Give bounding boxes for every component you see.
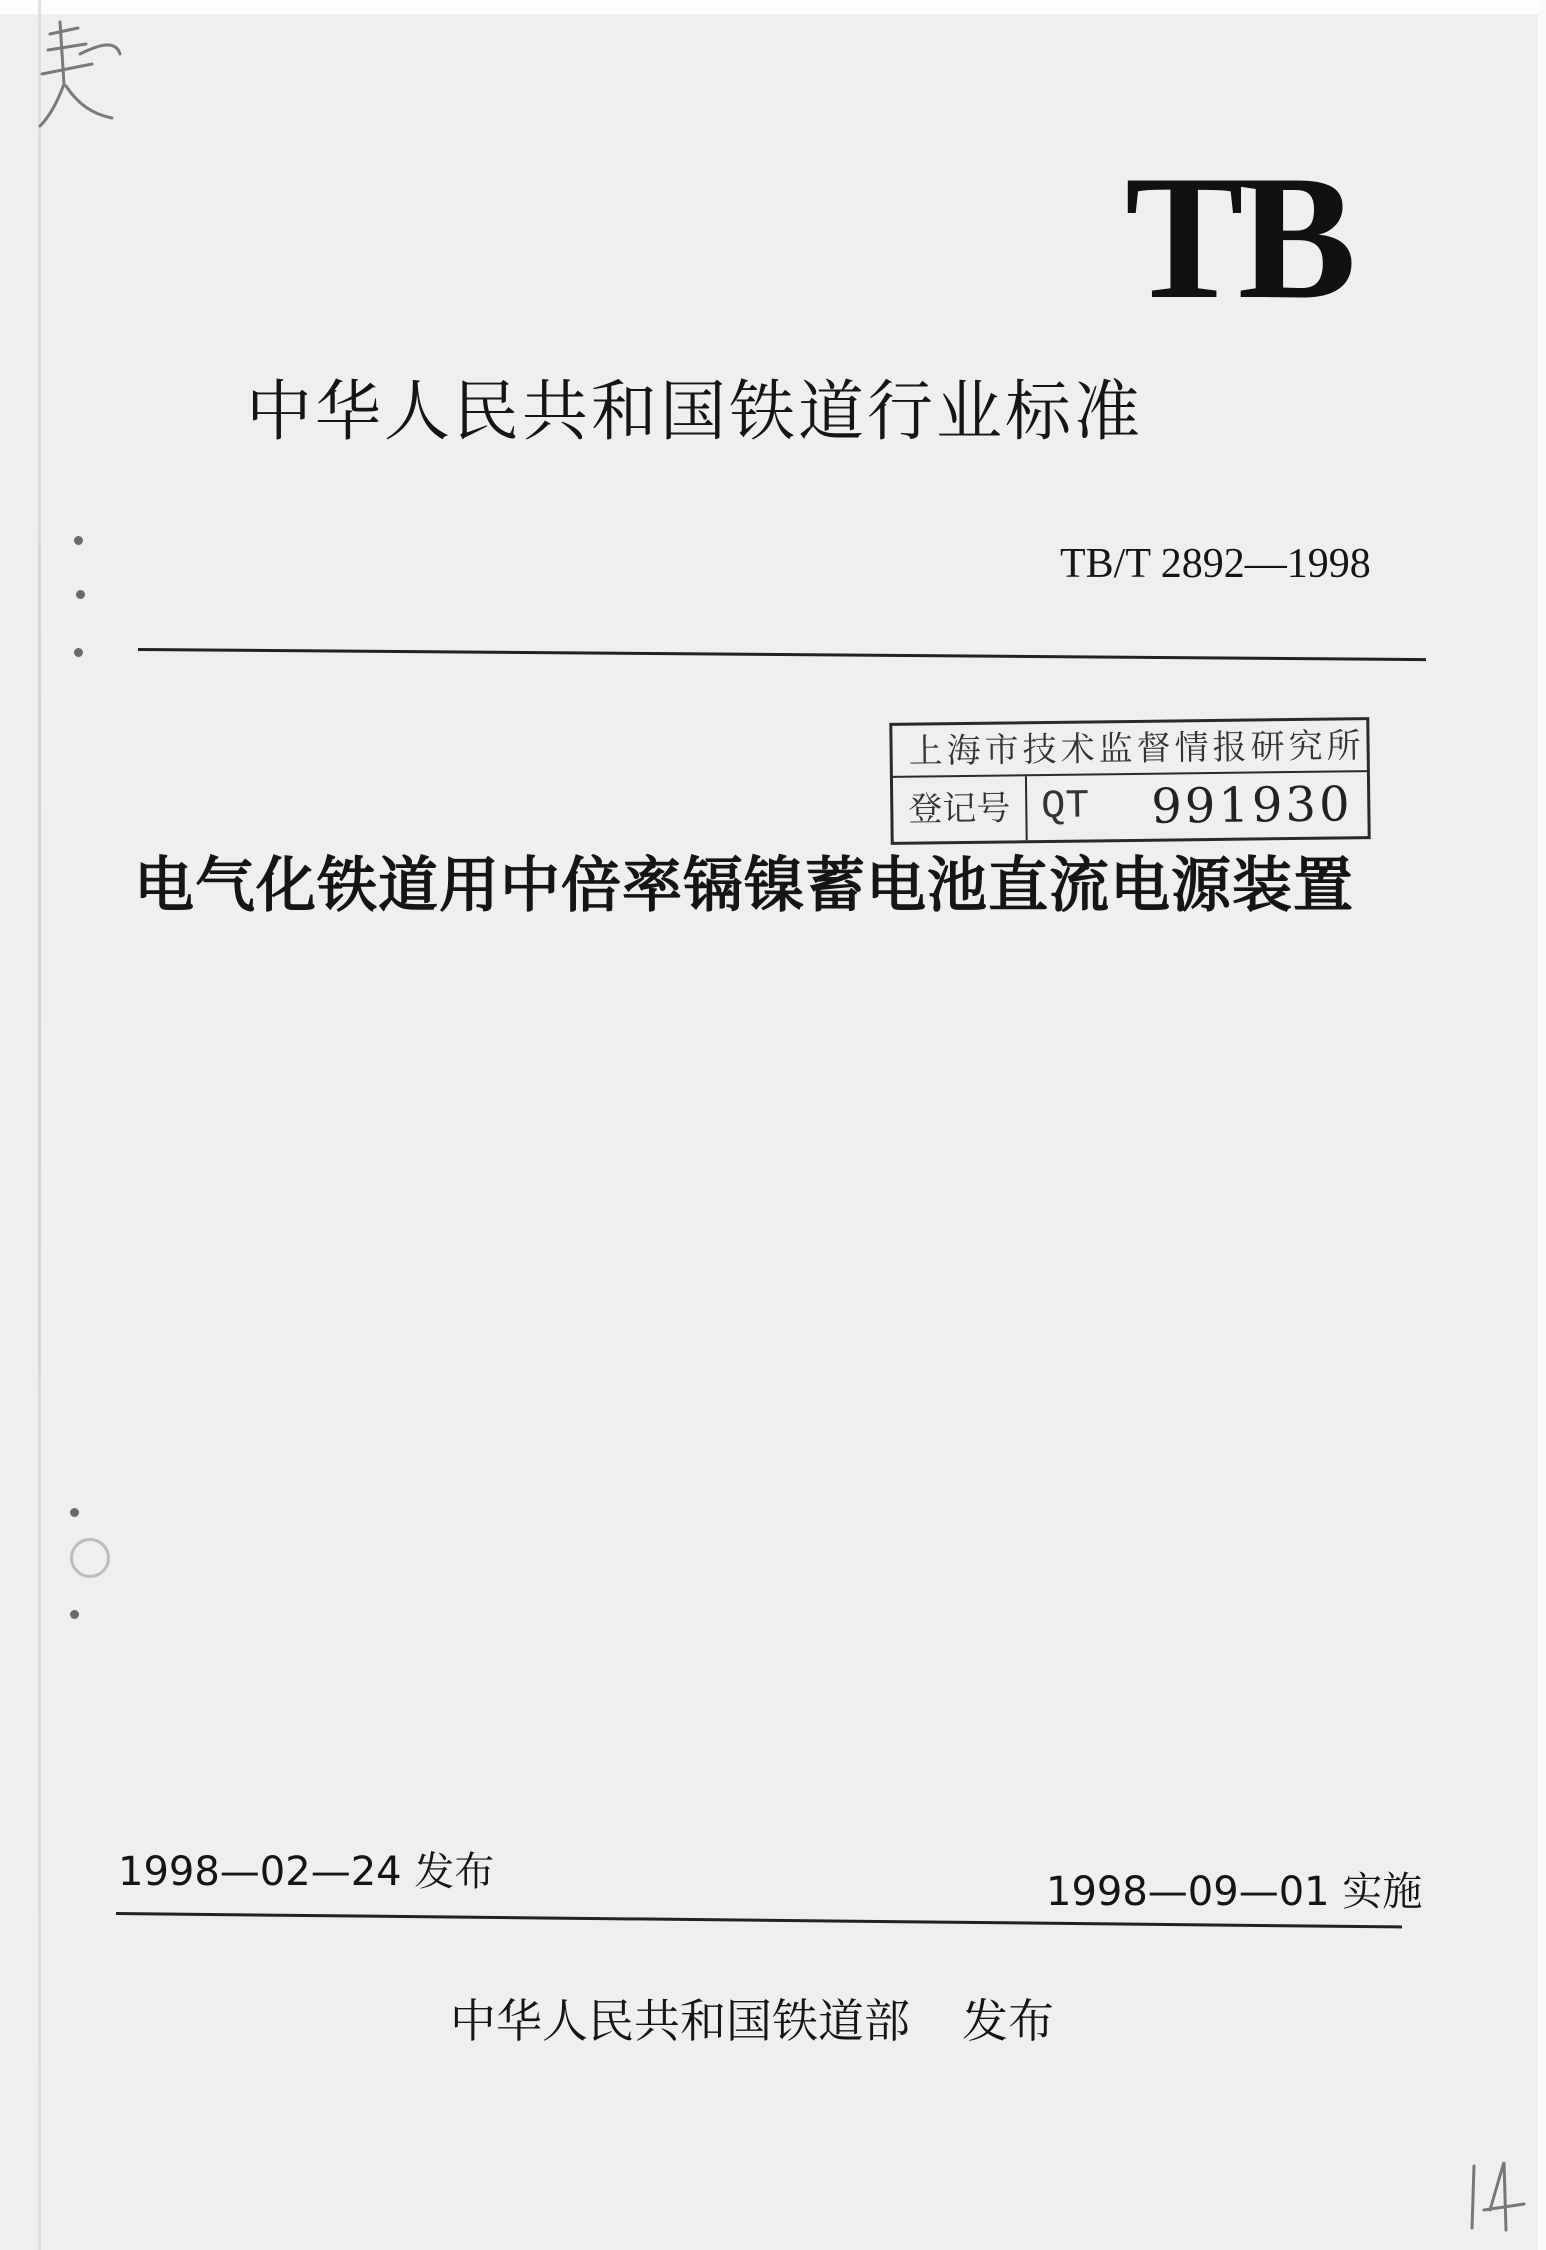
stamp-registration-number: 991930 (1150, 776, 1353, 835)
binding-hole (74, 536, 83, 545)
handwritten-mark-icon (20, 14, 130, 144)
document-title: 电气化铁道用中倍率镉镍蓄电池直流电源装置 (134, 851, 1354, 921)
issuer-name: 中华人民共和国铁道部 (450, 1994, 910, 2048)
release-date: 1998—02—24 发布 (118, 1849, 495, 1895)
issuer-line (450, 1985, 1054, 2051)
binding-shadow (38, 0, 41, 2250)
binding-hole (70, 1508, 79, 1517)
scan-edge-right (1538, 0, 1546, 2250)
effective-date: 1998—09—01 实施 (1046, 1869, 1423, 1915)
stamp-label: 登记号 (893, 776, 1028, 842)
binding-hole-ring (70, 1538, 110, 1578)
scan-edge-top (0, 0, 1546, 14)
stamp-institution: 上海市技术监督情报研究所 (892, 720, 1367, 778)
stamp-code: QT (1041, 784, 1090, 831)
standard-category-heading: 中华人民共和国铁道行业标准 (246, 373, 1143, 450)
binding-hole (74, 648, 83, 657)
issuer-verb: 发布 (962, 1994, 1054, 2048)
binding-hole (70, 1610, 79, 1619)
tb-logo: TB (1125, 138, 1351, 336)
binding-hole (76, 590, 85, 599)
handwritten-page-number-icon (1460, 2150, 1540, 2240)
standard-number: TB/T 2892—1998 (1060, 541, 1371, 587)
registration-stamp (889, 717, 1370, 845)
top-divider (138, 648, 1426, 661)
